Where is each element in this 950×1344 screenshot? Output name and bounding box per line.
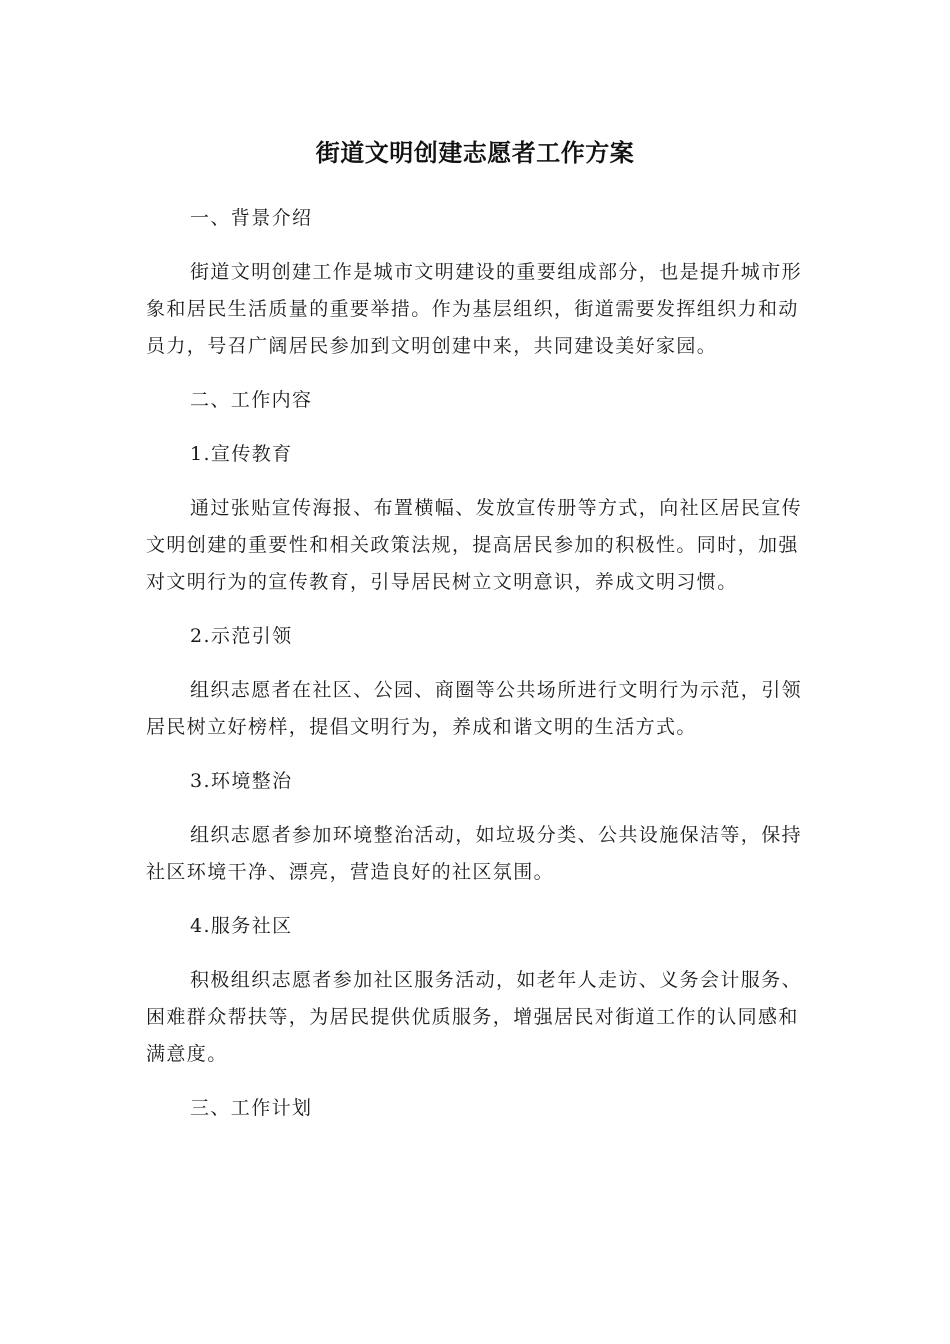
section-heading-background: 一、背景介绍 [190,207,313,229]
section-heading-work-plan: 三、工作计划 [190,1097,313,1119]
paragraph-background: 街道文明创建工作是城市文明建设的重要组成部分，也是提升城市形象和居民生活质量的重要举措。作为基层组织，街道需要发挥组织力和动员力，号召广阔居民参加到文明创建中来，共同建设美好家园。 [146,261,803,357]
subheading-community-service: 4.服务社区 [190,915,293,937]
document-body [146,200,808,1127]
subheading-publicity-education: 1.宣传教育 [190,443,293,465]
paragraph-publicity-education: 通过张贴宣传海报、布置横幅、发放宣传册等方式，向社区居民宣传文明创建的重要性和相关政策法规，提高居民参加的积极性。同时，加强对文明行为的宣传教育，引导居民树立文明意识，养成文明习惯。 [146,497,803,593]
section-heading-work-content: 二、工作内容 [190,389,313,411]
paragraph-environment: 组织志愿者参加环境整治活动，如垃圾分类、公共设施保洁等，保持社区环境干净、漂亮，营造良好的社区氛围。 [146,824,803,883]
paragraph-community-service: 积极组织志愿者参加社区服务活动，如老年人走访、义务会计服务、困难群众帮扶等，为居民提供优质服务，增强居民对街道工作的认同感和满意度。 [146,969,803,1065]
paragraph-demonstration: 组织志愿者在社区、公园、商圈等公共场所进行文明行为示范，引领居民树立好榜样，提倡文明行为，养成和谐文明的生活方式。 [146,679,803,738]
document-title: 街道文明创建志愿者工作方案 [315,139,635,167]
subheading-demonstration: 2.示范引领 [190,625,293,647]
subheading-environment: 3.环境整治 [190,770,293,792]
